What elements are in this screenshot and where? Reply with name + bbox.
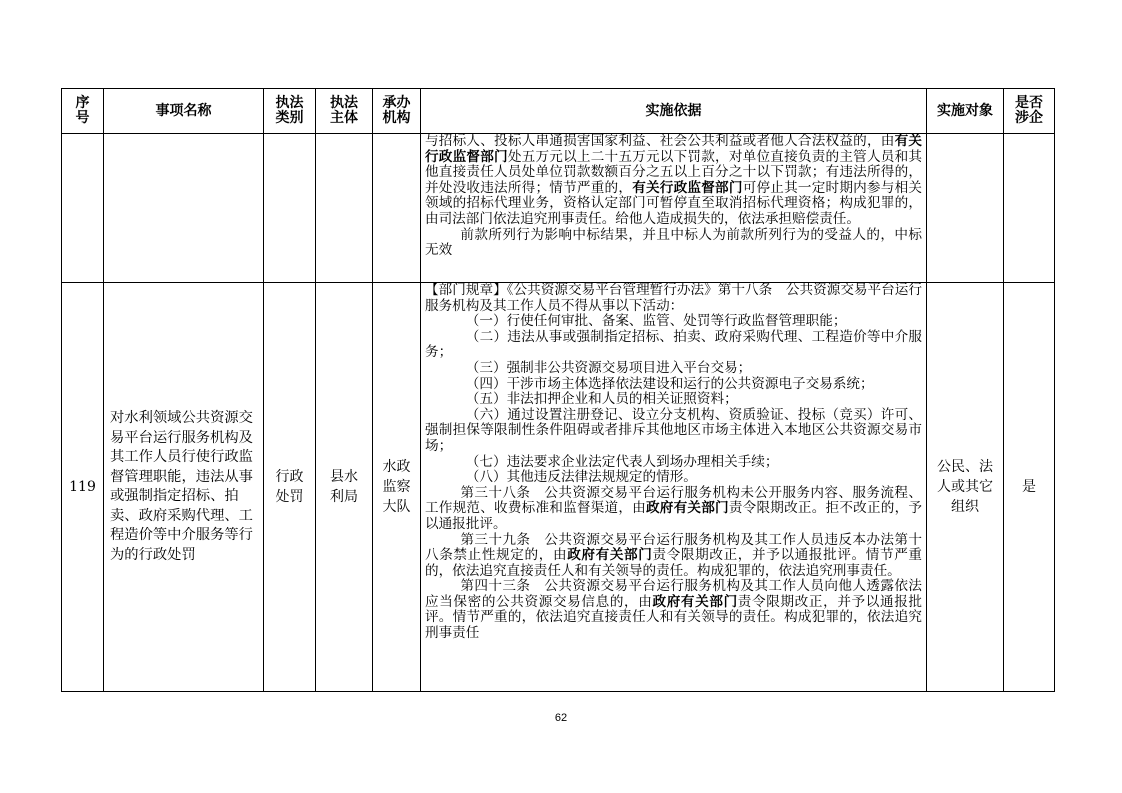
office-cell: 水政监察大队: [373, 283, 421, 692]
basis-paragraph: [425, 579, 922, 641]
basis-paragraph: [425, 377, 922, 393]
basis-text: （六）通过设置注册登记、设立分支机构、资质验证、投标（竞买）许可、强制担保等限制性条件阻碍或者排斥其他地区市场主体进入本地区公共资源交易市场；: [425, 406, 922, 454]
basis-text: （四）干涉市场主体选择依法建设和运行的公共资源电子交易系统；: [465, 375, 874, 392]
header-seq: 序号: [62, 89, 104, 134]
basis-paragraph: [425, 330, 922, 361]
basis-paragraph: [425, 392, 922, 408]
bold-authority: 有关行政监督部门: [632, 179, 743, 196]
basis-text: （二）违法从事或强制指定招标、拍卖、政府采购代理、工程造价等中介服务；: [425, 328, 922, 361]
basis-paragraph: [425, 470, 922, 486]
header-name: 事项名称: [104, 89, 264, 134]
basis-text: （三）强制非公共资源交易项目进入平台交易；: [465, 359, 752, 376]
basis-paragraph: [425, 455, 922, 471]
cell-empty: [927, 134, 1004, 283]
cell-empty: [62, 134, 104, 283]
seq-cell: 119: [62, 283, 104, 692]
enforcement-table: [61, 88, 1055, 692]
basis-text: 第三十九条 公共资源交易平台运行服务机构及其工作人员违反本办法第十八条禁止性规定的，由: [425, 531, 922, 564]
basis-text: 可停止其一定时期内参与相关领域的招标代理业务，资格认定部门可暂停直至取消招标代理资格；构成犯罪的，由司法部门依法追究刑事责任。给他人造成损失的，依法承担赔偿责任。: [425, 179, 923, 227]
enterprise-cell: 是: [1004, 283, 1055, 692]
header-subject: 执法主体: [316, 89, 373, 134]
basis-text: 处五万元以上二十五万元以下罚款，对单位直接负责的主管人员和其他直接责任人员处单位罚款数额百分之五以上百分之十以下罚款；有违法所得的，并处没收违法所得；情节严重的，: [425, 148, 923, 196]
basis-text: 前款所列行为影响中标结果，并且中标人为前款所列行为的受益人的，中标无效: [425, 226, 922, 259]
cell-empty: [1004, 134, 1055, 283]
basis-paragraph: [425, 408, 922, 455]
cell-empty: [316, 134, 373, 283]
table-row: [62, 134, 1055, 283]
basis-text: （五）非法扣押企业和人员的相关证照资料；: [465, 391, 738, 408]
header-target: 实施对象: [927, 89, 1004, 134]
bold-authority: 政府有关部门: [645, 500, 729, 517]
basis-cell-prev: [421, 134, 927, 283]
basis-paragraph: [425, 361, 922, 377]
basis-text: （七）违法要求企业法定代表人到场办理相关手续；: [465, 453, 779, 470]
basis-paragraph: [425, 283, 922, 314]
basis-text: 与招标人、投标人串通损害国家利益、社会公共利益或者他人合法权益的，由: [425, 133, 895, 149]
table-header-row: [62, 89, 1055, 134]
header-category: 执法类别: [264, 89, 316, 134]
cell-empty: [264, 134, 316, 283]
basis-paragraph: [425, 486, 922, 533]
basis-cell: [421, 283, 927, 692]
basis-text: 【部门规章】《公共资源交易平台管理暂行办法》第十八条 公共资源交易平台运行服务机构及其工作人员不得从事以下活动：: [425, 282, 922, 314]
basis-text: 责令限期改正，并予以通报批评。情节严重的，依法追究直接责任人和有关领导的责任。构成犯罪的，依法追究刑事责任: [425, 593, 923, 642]
basis-text: （八）其他违反法律法规规定的情形。: [465, 469, 697, 486]
basis-paragraph: [425, 228, 922, 259]
bold-authority: 政府有关部门: [567, 547, 653, 564]
target-cell: 公民、法人或其它组织: [927, 283, 1004, 692]
item-name-cell: 对水利领域公共资源交易平台运行服务机构及其工作人员行使行政监督管理职能，违法从事或强制指定招标、拍卖、政府采购代理、工程造价等中介服务等行为的行政处罚: [104, 283, 264, 692]
basis-text: 责令限期改正，并予以通报批评。情节严重的，依法追究直接责任人和有关领导的责任。构成犯罪的，依法追究刑事责任。: [425, 547, 923, 579]
header-enterprise: 是否涉企: [1004, 89, 1055, 134]
cell-empty: [104, 134, 264, 283]
basis-text: 第三十八条 公共资源交易平台运行服务机构未公开服务内容、服务流程、工作规范、收费标准和监督渠道，由: [425, 484, 922, 517]
header-basis: 实施依据: [421, 89, 927, 134]
category-cell: 行政处罚: [264, 283, 316, 692]
basis-paragraph: [425, 134, 922, 228]
cell-empty: [373, 134, 421, 283]
basis-text: （一）行使任何审批、备案、监管、处罚等行政监督管理职能；: [465, 313, 847, 330]
bold-authority: 有关行政监督部门: [425, 133, 922, 165]
bold-authority: 政府有关部门: [652, 593, 738, 610]
basis-text: 第四十三条 公共资源交易平台运行服务机构及其工作人员向他人透露依法应当保密的公共资源交易信息的，由: [425, 578, 922, 610]
subject-cell: 县水利局: [316, 283, 373, 692]
page-number: 62: [554, 712, 568, 724]
table-row: [62, 283, 1055, 692]
basis-text: 责令限期改正。拒不改正的，予以通报批评。: [425, 500, 923, 532]
header-office: 承办机构: [373, 89, 421, 134]
basis-paragraph: [425, 314, 922, 330]
basis-paragraph: [425, 533, 922, 580]
